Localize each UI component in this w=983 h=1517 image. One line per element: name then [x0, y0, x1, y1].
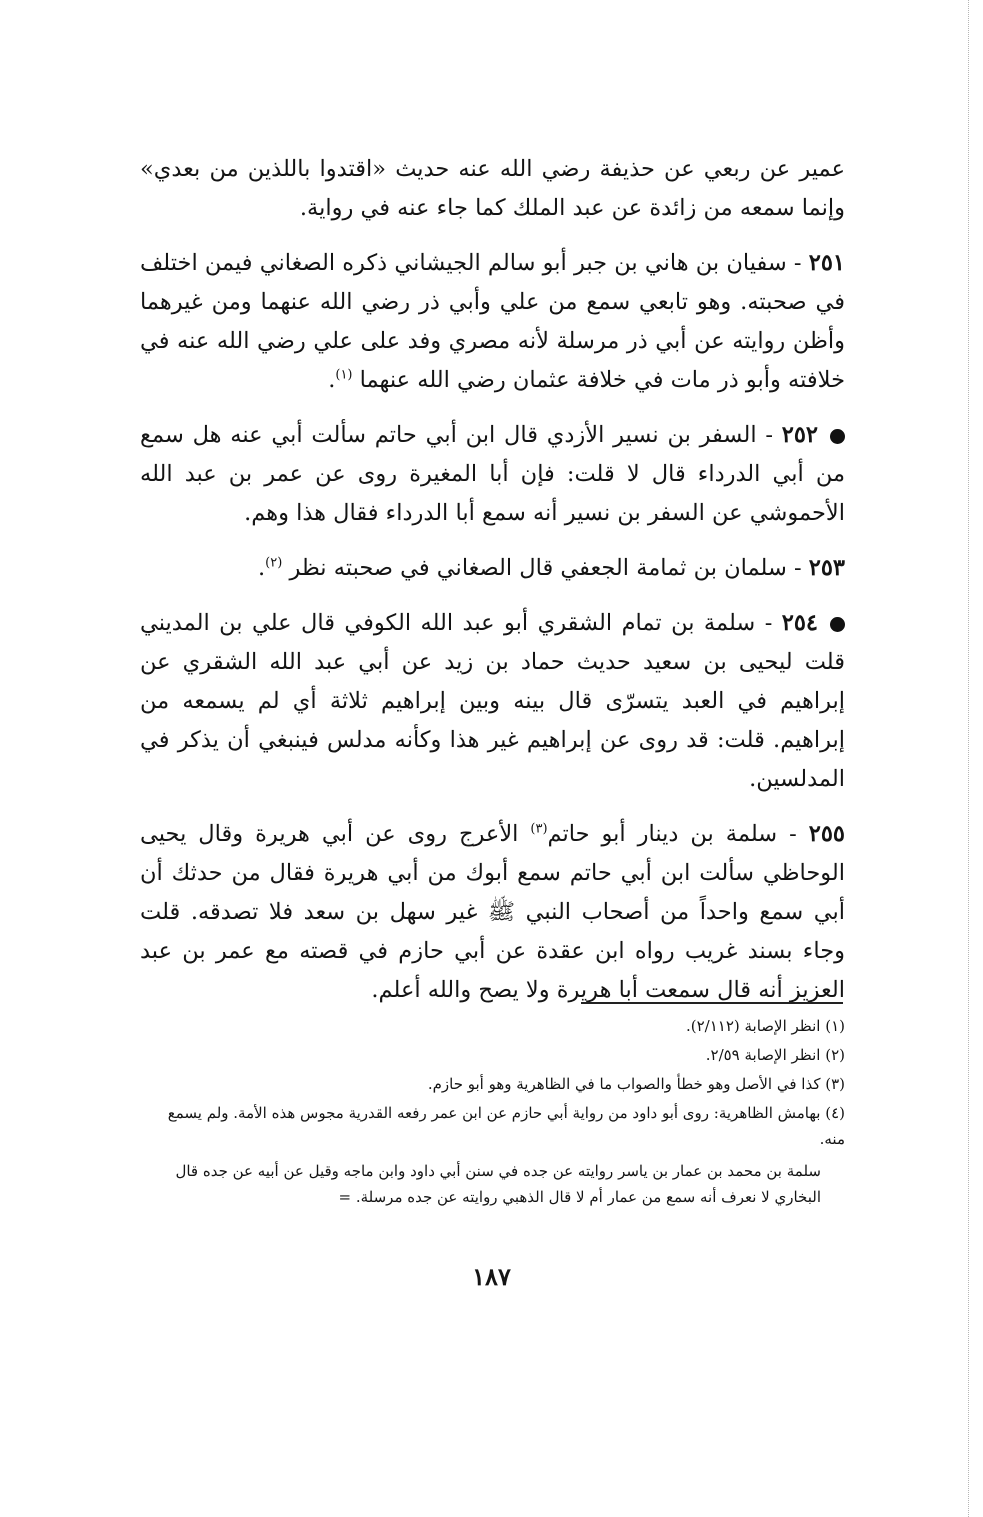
paragraph-continuation	[140, 150, 845, 228]
footnote-ref: (١)	[335, 367, 353, 383]
entry-text: - سلمة بن تمام الشقري أبو عبد الله الكوفي قال علي بن المديني قلت ليحيى بن سعيد حديث حماد بن زيد عن أبي عبد الله الشقري عن إبراهيم في العبد يتسرّى قال بينه وبين إبراهيم ثلاثة أي لم يسمعه من إبراهيم. قلت: قد روى عن إبراهيم غير هذا وكأنه مدلس فينبغي أن يذكر في المدلسين.	[140, 610, 845, 792]
footnote-2: (٢) انظر الإصابة ٢/٥٩.	[705, 1046, 845, 1064]
bullet-marker-icon	[830, 617, 845, 632]
entry-251	[140, 244, 845, 400]
entry-number: ٢٥٢	[781, 422, 819, 448]
footnote-1: (١) انظر الإصابة (٢/١١٢).	[685, 1017, 845, 1035]
footnote-ref: (٣)	[530, 821, 548, 837]
entry-tail: .	[328, 367, 336, 393]
footnote-ref: (٢)	[265, 555, 283, 571]
bullet-marker-icon	[830, 429, 845, 444]
entry-tail: .	[257, 555, 266, 581]
entry-number: ٢٥٤	[781, 610, 819, 636]
footnote-divider	[581, 1002, 843, 1004]
entry-text: - سلمة بن دينار أبو حاتم	[547, 821, 797, 847]
footnote-continuation: سلمة بن محمد بن عمار بن ياسر روايته عن جده في سنن أبي داود وابن ماجه وقيل عن أبيه عن جده قال البخاري لا نعرف أنه سمع من عمار أم لا قال الذهبي روايته عن جده مرسلة. =	[175, 1162, 821, 1206]
entry-252	[140, 416, 845, 533]
entry-number: ٢٥٣	[808, 555, 845, 581]
entry-text: - سفيان بن هاني بن جبر أبو سالم الجيشاني ذكره الصغاني فيمن اختلف في صحبته. وهو تابعي سمع من علي وأبي ذر رضي الله عنهما ومن غيرهما وأظن روايته عن أبي ذر مرسلة لأنه مصري وفد على علي رضي الله عنه في خلافته وأبو ذر مات في خلافة عثمان رضي الله عنهما	[140, 250, 845, 393]
entry-tail: الأعرج روى عن أبي هريرة وقال يحيى الوحاظي سألت ابن أبي حاتم سمع أبوك من أبي هريرة فقال من حدثك أن أبي سمع واحداً من أصحاب النبي ﷺ غير سهل بن سعد فلا تصدقه. قلت وجاء بسند غريب رواه ابن عقدة عن أبي حازم في قصته مع عمر بن عبد العزيز أنه قال سمعت أبا هريرة ولا يصح والله أعلم.	[140, 821, 845, 1003]
entry-text: - سلمان بن ثمامة الجعفي قال الصغاني في صحبته نظر	[289, 555, 802, 581]
entry-253	[140, 549, 845, 588]
entry-number: ٢٥١	[808, 250, 845, 276]
entry-text: - السفر بن نسير الأزدي قال ابن أبي حاتم سألت أبي عنه هل سمع من أبي الدرداء قال لا قلت: فإن أبا المغيرة روى عن عمر بن عبد الله الأحموشي عن السفر بن نسير أنه سمع أبا الدرداء فقال هذا وهم.	[140, 422, 845, 526]
entry-254	[140, 604, 845, 799]
entry-255	[140, 815, 845, 1010]
footnote-4: (٤) بهامش الظاهرية: روى أبو داود من رواية أبي حازم عن ابن عمر رفعه القدرية مجوس هذه الأمة. ولم يسمع منه.	[167, 1104, 845, 1148]
main-text	[140, 150, 845, 1026]
page-number: ١٨٧	[472, 1262, 511, 1291]
footnotes	[140, 1013, 845, 1210]
entry-number: ٢٥٥	[808, 821, 845, 847]
footnote-3: (٣) كذا في الأصل وهو خطأ والصواب ما في الظاهرية وهو أبو حازم.	[427, 1075, 845, 1093]
paragraph-text: عمير عن ربعي عن حذيفة رضي الله عنه حديث «اقتدوا باللذين من بعدي» وإنما سمعه من زائدة عن عبد الملك كما جاء عنه في رواية.	[140, 156, 845, 221]
